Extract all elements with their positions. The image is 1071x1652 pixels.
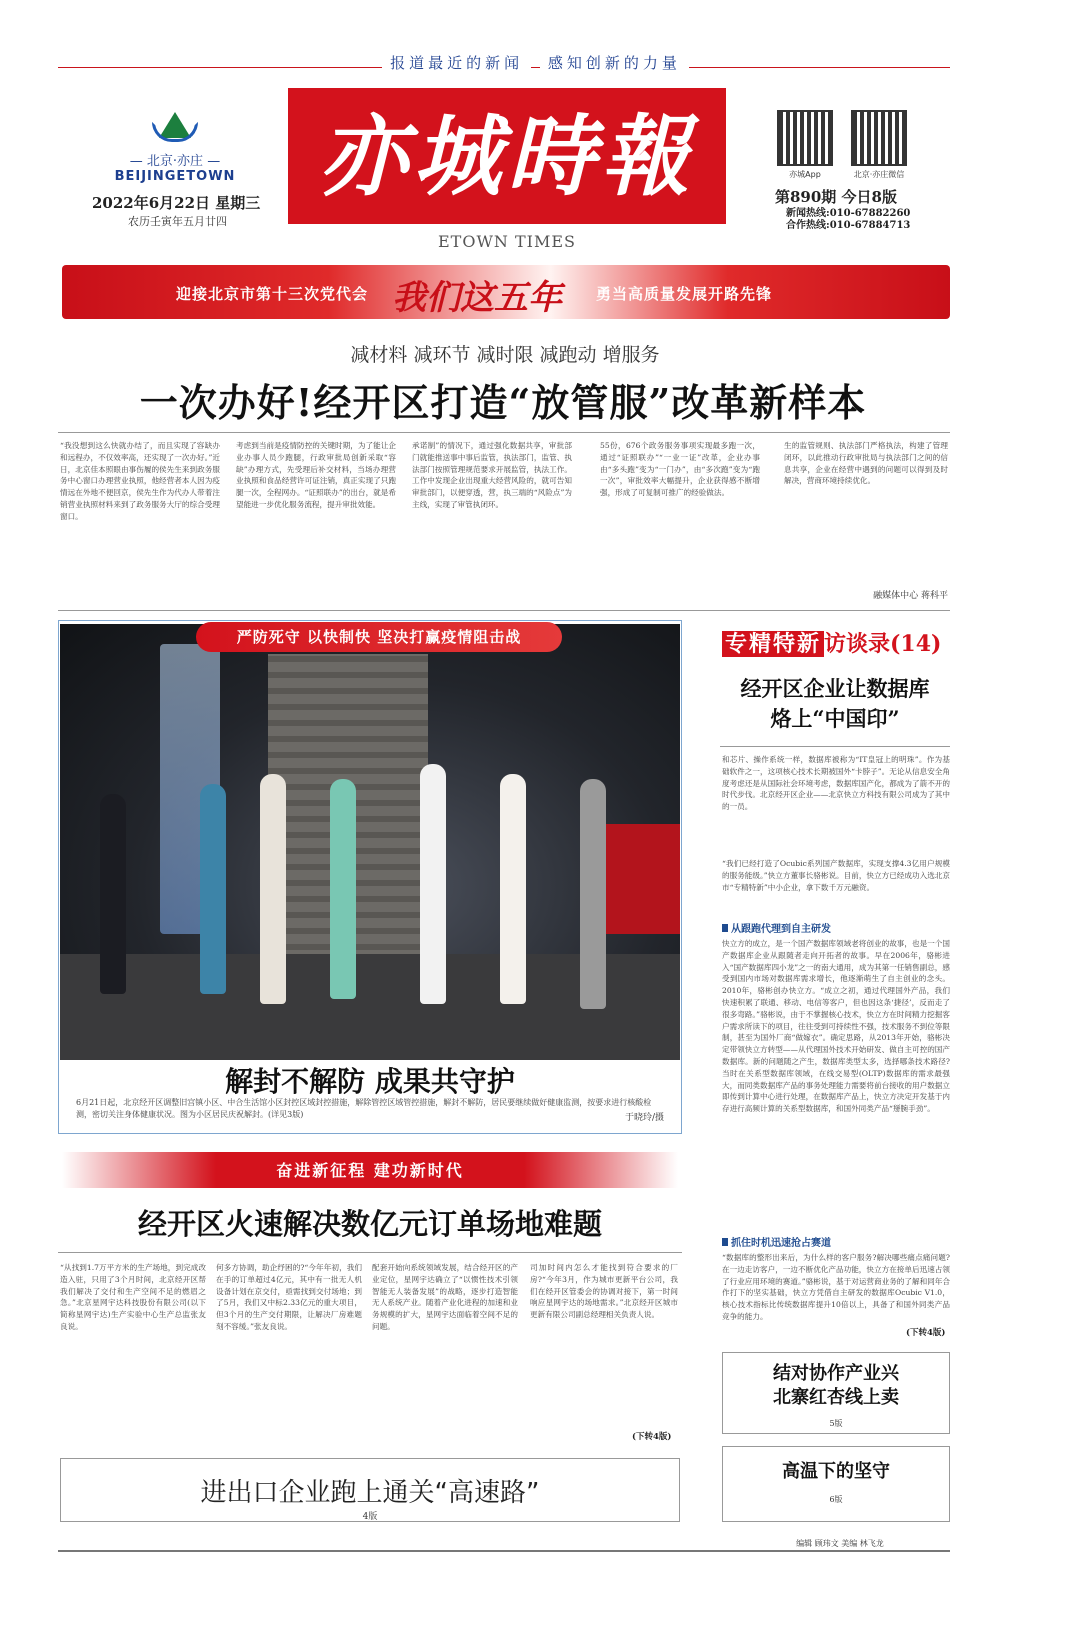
lunar-date: 农历壬寅年五月廿四 bbox=[128, 215, 227, 228]
divider bbox=[58, 432, 950, 433]
lead-column-5: 生的监管规则、执法部门严格执法，构建了管理闭环，以此推动行政审批局与执法部门之间的信息共享，企业在经营中遇到的问题可以得到及时解决，营商环境持续优化。 bbox=[784, 441, 948, 486]
bottom-rule bbox=[58, 1550, 950, 1552]
teaser-page5-num: 5版 bbox=[829, 1419, 843, 1428]
sidebar-para-1: 和芯片、操作系统一样，数据库被称为“IT皇冠上的明珠”。作为基础软件之一，这项核心技术长期被国外“卡脖子”。无论从信息安全角度考虑还是从国际社会环境考虑，数据库国产化，都成为了箭不开的时代步伐。北京经开区企业——北京快立方科技有限公司成为了其中的一员。 bbox=[722, 755, 950, 812]
story2-headline[interactable]: 经开区火速解决数亿元订单场地难题 bbox=[137, 1207, 602, 1241]
section-banner-text: 奋进新征程 建功新时代 bbox=[276, 1161, 464, 1180]
story2-turn-to[interactable]: (下转4版) bbox=[632, 1432, 672, 1442]
teaser-page5-title[interactable] bbox=[722, 1362, 950, 1410]
teaser-box-page6[interactable] bbox=[722, 1446, 950, 1522]
etown-emblem-icon bbox=[152, 112, 198, 144]
lead-column-1: “我没想到这么快就办结了，而且实现了容缺办和远程办，不仅效率高，还实现了一次办好。”近日，北京佳本照眼由事伤履的侯先生来到政务服务中心窗口办理营业执照，他经营者本人因为疫情远在外地不便回京，侯先生作为代办人带着注销营业执照材料来到了政务服务大厅的综合受理窗口。 bbox=[60, 441, 220, 521]
qr-app[interactable] bbox=[774, 110, 836, 180]
photo-credit: 于晓玲/摄 bbox=[625, 1113, 665, 1123]
top-slogan bbox=[0, 52, 1071, 73]
slogan-left: 报道最近的新闻 bbox=[382, 54, 531, 72]
column-tag bbox=[722, 627, 941, 658]
story2-column-2: 何多方协调，助企纾困的?“今年年初，我们在手的订单超过4亿元，其中有一批无人机设备计划在京交付，亟需找到交付场地；到了5月，我们又中标2.33亿元的重大项目，但3个月的生产交付期限，让解决厂房难题刻不容缓。”张友良说。 bbox=[216, 1263, 362, 1331]
lead-column-3: 承诺制”的情况下，通过强化数据共享，审批部门就能推送事中事后监管，执法部门，监管、执法部门按照管理规范要求开展监管，执法工作。工作中发现企业出现重大经营风险的，就可告知审批部门，以便穿透，营，执三端的“风险点”为主线，实现了审管执闭环。 bbox=[412, 441, 572, 509]
person-figure-icon bbox=[100, 794, 126, 994]
divider bbox=[58, 610, 950, 611]
column-tag-text: 访谈录(14) bbox=[824, 631, 942, 657]
person-figure-icon bbox=[580, 779, 606, 1009]
issue-date: 2022年6月22日 星期三 bbox=[92, 194, 261, 212]
masthead-subtitle: ETOWN TIMES bbox=[437, 232, 576, 251]
photo-caption: 6月21日起，北京经开区调整旧宫镇小区、中合生活馆小区封控区域封控措施，解除管控区域管控措施，解封不解防，居民要继续做好健康监测，按要求进行核酸检测，密切关注身体健康状况。图为小区居民庆祝解封。(详见3版) bbox=[76, 1098, 652, 1119]
teaser-page6-title[interactable]: 高温下的坚守 bbox=[782, 1461, 890, 1482]
lead-byline: 融媒体中心 蒋科平 bbox=[873, 591, 948, 601]
hotlines bbox=[786, 208, 910, 232]
slogan-right: 感知创新的力量 bbox=[540, 54, 689, 72]
sidebar-headline-line2: 烙上“中国印” bbox=[770, 706, 900, 731]
epidemic-tag: 严防死守 以快制快 坚决打赢疫情阻击战 bbox=[196, 622, 562, 652]
photo-story-title[interactable]: 解封不解防 成果共守护 bbox=[225, 1065, 515, 1098]
qr-code-icon bbox=[851, 110, 907, 166]
banner-right-text: 勇当高质量发展开路先锋 bbox=[596, 285, 773, 303]
coop-hotline: 合作热线:010-67884713 bbox=[786, 220, 911, 231]
sidebar-para-4: “数据库的整形出来后，为什么样的客户服务?解决哪些痛点痛问题?在一边走访客户，一边不断优化产品功能，快立方在接单后迅速占领了行业应用环境的赛道。”骆彬说，基于对运营商业务的了解和同年合作打下的坚实基础，快立方凭借自主研发的数据库Ocubic V1.0，核心技术指标比传统数据库提升10倍以上，具备了和国外同类产品竞争的能力。 bbox=[722, 1253, 950, 1321]
teaser-page5-line2: 北寨红杏线上卖 bbox=[773, 1387, 899, 1408]
qr-code-icon bbox=[777, 110, 833, 166]
sidebar-turn-to[interactable]: (下转4版) bbox=[906, 1328, 946, 1338]
editor-credit: 编辑 顾玮文 美编 林飞龙 bbox=[796, 1539, 884, 1548]
beijing-etown-logo bbox=[100, 112, 250, 184]
sidebar-para-2: “我们已经打造了Ocubic系列国产数据库，实现支撑4.3亿用户规模的服务能级。”快立方董事长骆彬说。目前，快立方已经成功入选北京市“专精特新”中小企业，拿下数千万元融资。 bbox=[722, 859, 950, 892]
issue-number: 第890期 今日8版 bbox=[775, 188, 897, 206]
teaser-page6-num: 6版 bbox=[829, 1495, 843, 1504]
qr-app-label: 亦城App bbox=[789, 170, 821, 179]
person-figure-icon bbox=[200, 784, 226, 994]
logo-en-text: BEIJINGETOWN bbox=[114, 169, 236, 184]
sidebar-para-3: 快立方的成立，是一个国产数据库领域老将创业的故事，也是一个国产数据库企业从跟随者走向开拓者的故事。早在2006年，骆彬进入“国产数据库四小龙”之一的南大通用，成为其第一任销售副总，感受到国内市场对数据库需求增长，他逐渐萌生了自主创业的念头。2010年，骆彬创办快立方。“成立之初，通过代理国外产品，我们快速积累了联通、移动、电信等客户，但也因这条‘捷径’，反而走了很多弯路。”骆彬说，由于不掌握核心技术，快立方在时间精力挖掘客户需求所读下的项目，往往受到可持续性不强，技术服务不到位等限制，甚至为国外厂商“做嫁衣”。确定思路，从2013年开始，骆彬决定带领快立方转型——从代理国外技术开始研发、做自主可控的国产数据库。新的问题随之产生，数据库类型太多，选择哪条技术路径?当时在关系型数据库领域，在线交易型(OLTP)数据库的需求最强大，而同类数据库产品的事务处理能力需要将前台接收的用户数据立即传到计算中心进行处理，在数据库产品上，快立方决定开发基于内存进行高频计算的关系型数据库，和国外同类产品“掰腕手劲”。 bbox=[722, 939, 950, 1114]
lead-column-4: 55份，676个政务服务事项实现最多跑一次，通过“证照联办”“一业一证”改革，企业办事由“多头跑”变为“一门办”，由“多次跑”变为“跑一次”，审批效率大幅提升，企业获得感不断增强，形成了可复制可推广的经验做法。 bbox=[600, 441, 760, 498]
story2-column-4: 司加时间内怎么才能找到符合要求的厂房?“今年3月，作为城市更新平台公司，我们在经开区管委会的协调对接下，第一时间响应星网宇达的场地需求。”北京经开区城市更新有限公司副总经理相关负责人说。 bbox=[530, 1263, 678, 1320]
masthead-title: 亦城時報 bbox=[288, 88, 726, 224]
person-figure-icon bbox=[420, 764, 446, 1004]
person-figure-icon bbox=[330, 779, 356, 999]
banner-left-text: 迎接北京市第十三次党代会 bbox=[176, 285, 369, 303]
person-figure-icon bbox=[500, 774, 526, 1004]
story2-column-3: 配套开始向系统领域发展，结合经开区的产业定位，星网宇达确立了“以惯性技术引领智能无人装备发展”的战略，逐步打造智能无人系统产业。随着产业化进程的加速和业务规模的扩大，星网宇达面临着空间不足的问题。 bbox=[372, 1263, 518, 1331]
qr-wechat-label: 北京·亦庄微信 bbox=[853, 170, 905, 179]
divider bbox=[58, 1252, 682, 1253]
sidebar-headline-line1: 经开区企业让数据库 bbox=[740, 676, 930, 701]
teaser-page5-line1: 结对协作产业兴 bbox=[773, 1363, 899, 1384]
banner-mid-text: 我们这五年 bbox=[392, 278, 562, 318]
teaser-page: 4版 bbox=[362, 1512, 378, 1522]
news-hotline: 新闻热线:010-67882260 bbox=[786, 208, 911, 219]
qr-wechat[interactable] bbox=[848, 110, 910, 180]
teaser-headline[interactable]: 进出口企业跑上通关“高速路” bbox=[200, 1478, 540, 1508]
logo-cn-text: — 北京·亦庄 — bbox=[129, 154, 221, 169]
lead-kicker: 减材料 减环节 减时限 减跑动 增服务 bbox=[350, 344, 660, 366]
sidebar-subhead-2: 抓住时机迅速抢占赛道 bbox=[722, 1234, 831, 1249]
column-tag-red: 专精特新 bbox=[722, 631, 824, 657]
red-signboard-icon bbox=[600, 824, 680, 934]
divider bbox=[720, 746, 950, 747]
lead-headline[interactable]: 一次办好!经开区打造“放管服”改革新样本 bbox=[139, 380, 867, 425]
story2-column-1: “从找到1.7万平方米的生产场地，到完成改造入驻，只用了3个月时间，北京经开区帮我们解决了交付和生产空间不足的燃眉之急。”北京星网宇达科技股份有限公司(以下简称星网宇达)生产实验中心生产总监张友良说。 bbox=[60, 1263, 206, 1331]
residents-celebrate-photo[interactable] bbox=[60, 624, 680, 1060]
lead-column-2: 考虑到当前是疫情防控的关键时期，为了能让企业办事人员少跑腿，行政审批局创新采取“容缺”办理方式，先受理后补交材料，当场办理营业执照和食品经营许可证注销，真正实现了只跑腿一次，全程网办。“证照联办”的出台，就是希望能进一步优化服务流程，提升审批效能。 bbox=[236, 441, 396, 509]
sidebar-headline[interactable] bbox=[720, 674, 950, 734]
sidebar-subhead-1: 从跟跑代理到自主研发 bbox=[722, 920, 831, 935]
person-figure-icon bbox=[260, 774, 286, 1004]
